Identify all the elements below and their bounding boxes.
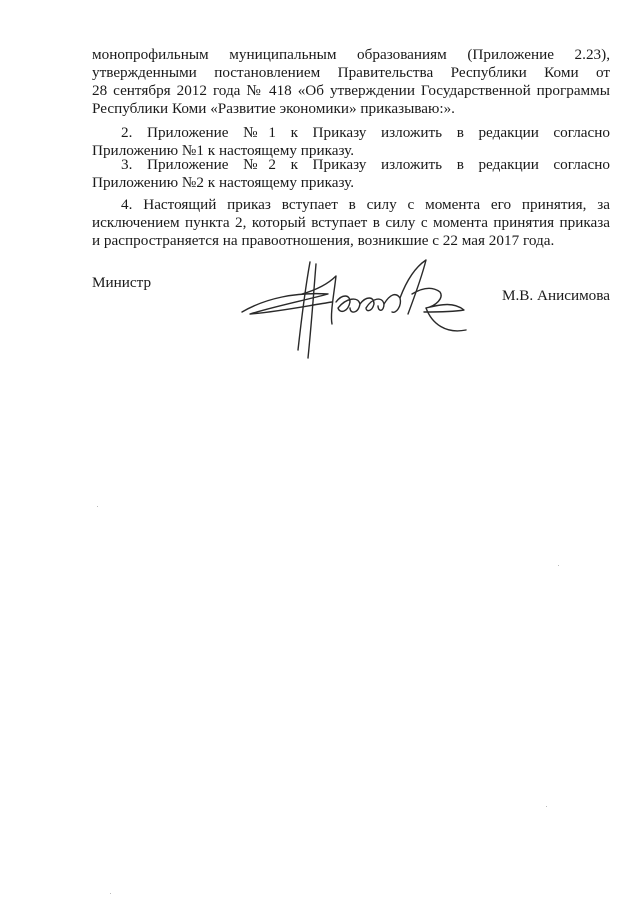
scan-speck <box>97 506 98 507</box>
paragraph-item-2 <box>92 124 610 160</box>
text-line: и распространяется на правоотношения, возникшие с 22 мая 2017 года. <box>92 232 555 249</box>
scan-speck <box>546 806 547 807</box>
handwritten-signature <box>236 254 476 369</box>
text-line: Приложению №1 к настоящему приказу. <box>92 142 355 159</box>
paragraph-continuation <box>92 46 610 118</box>
paragraph-item-3 <box>92 156 610 192</box>
text-line: утвержденными постановлением Правительства Республики Коми от <box>92 64 610 81</box>
signatory-role: Министр <box>92 274 152 291</box>
paragraph-item-4 <box>92 196 610 250</box>
scan-speck <box>110 893 111 894</box>
signature-block <box>92 274 610 384</box>
text-line: 28 сентября 2012 года № 418 «Об утверждении Государственной программы <box>92 82 610 99</box>
scan-speck <box>558 565 559 566</box>
text-line: 4. Настоящий приказ вступает в силу с момента его принятия, за <box>121 196 610 213</box>
text-line: 3. Приложение №2 к Приказу изложить в редакции согласно <box>121 156 610 173</box>
text-line: исключением пункта 2, который вступает в силу с момента принятия приказа <box>92 214 610 231</box>
text-line: 2. Приложение №1 к Приказу изложить в редакции согласно <box>121 124 610 141</box>
signatory-name: М.В. Анисимова <box>501 287 610 304</box>
text-line: монопрофильным муниципальным образованиям (Приложение 2.23), <box>92 46 610 63</box>
text-line: Республики Коми «Развитие экономики» приказываю:». <box>92 100 455 117</box>
text-line: Приложению №2 к настоящему приказу. <box>92 174 355 191</box>
